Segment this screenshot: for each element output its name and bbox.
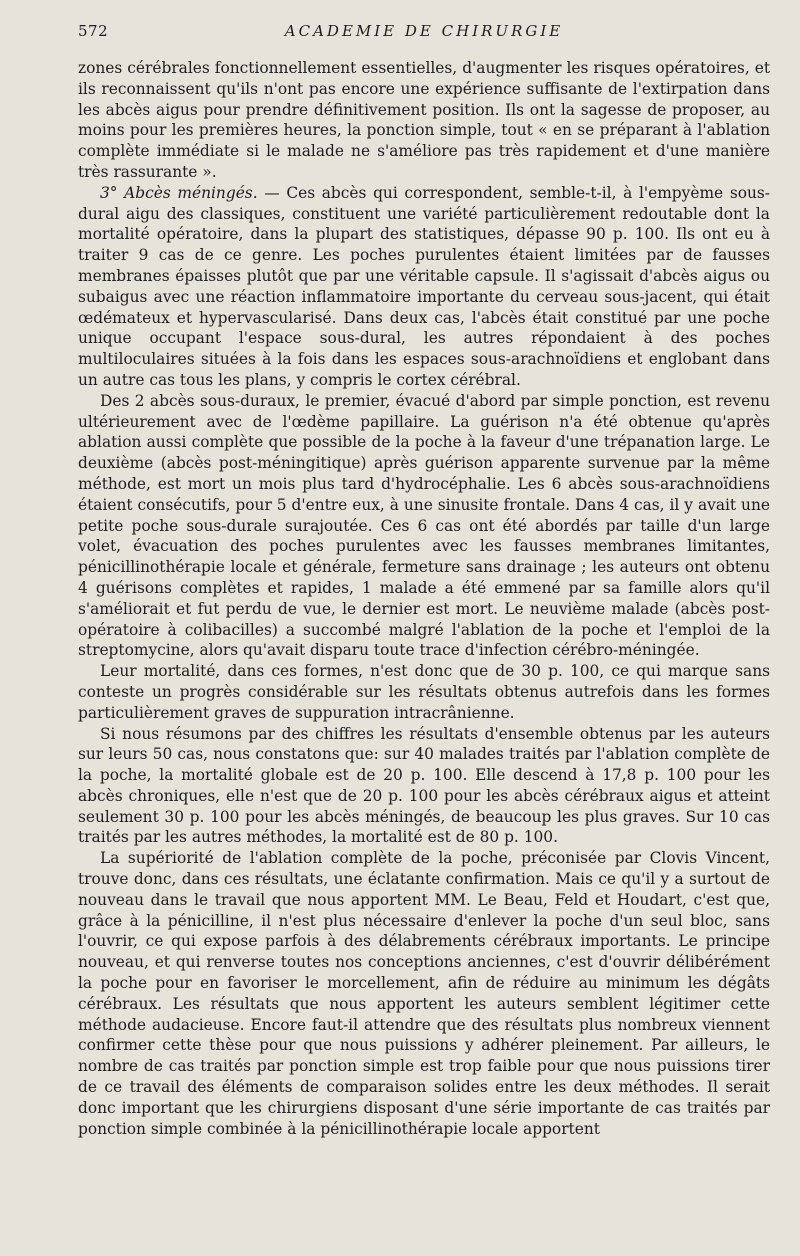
paragraph-2-text: — Ces abcès qui correspondent, semble-t-il, à l'empyème sous-dural aigu des classiques, constituent une variété particulièrement redoutable dont la mortalité opératoire, dans la plupart des statistiques, dépasse 90 p. 100. Ils ont eu à traiter 9 cas de ce genre. Les poches purulentes étaient limitées par de fausses membranes épaisses plutôt que par une véritable capsule. Il s'agissait d'abcès aigus ou subaigus avec une réaction inflammatoire importante du cerveau sous-jacent, qui était œdémateux et hypervascularisé. Dans deux cas, l'abcès était constitué par une poche unique occupant l'espace sous-dural, les autres répondaient à des poches multiloculaires situées à la fois dans les espaces sous-arachnoïdiens et englobant dans un autre cas tous les plans, y compris le cortex cérébral. [78,183,770,389]
paragraph-6: La supériorité de l'ablation complète de la poche, préconisée par Clovis Vincent, trouve donc, dans ces résultats, une éclatante confirmation. Mais ce qu'il y a surtout de nouveau dans le travail que nous apportent MM. Le Beau, Feld et Houdart, c'est que, grâce à la pénicilline, il n'est plus nécessaire d'enlever la poche d'un seul bloc, sans l'ouvrir, ce qui expose parfois à des délabrements cérébraux importants. Le principe nouveau, et qui renverse toutes nos conceptions anciennes, c'est d'ouvrir délibérément la poche pour en favoriser le morcellement, afin de réduire au minimum les dégâts cérébraux. Les résultats que nous apportent les auteurs semblent légitimer cette méthode audacieuse. Encore faut-il attendre que des résultats plus nombreux viennent confirmer cette thèse pour que nous puissions y adhérer pleinement. Par ailleurs, le nombre de cas traités par ponction simple est trop faible pour que nous puissions tirer de ce travail des éléments de comparaison solides entre les deux méthodes. Il serait donc important que les chirurgiens disposant d'une série importante de cas traités par ponction simple combinée à la pénicillinothérapie locale apportent [78,849,770,1138]
page-number: 572 [78,22,109,40]
section-heading-abces-meninges: 3° Abcès méningés. [100,183,258,202]
paragraph-5: Si nous résumons par des chiffres les résultats d'ensemble obtenus par les auteurs sur leurs 50 cas, nous constatons que: sur 40 malades traités par l'ablation complète de la poche, la mortalité globale est de 20 p. 100. Elle descend à 17,8 p. 100 pour les abcès chroniques, elle n'est que de 20 p. 100 pour les abcès cérébraux aigus et atteint seulement 30 p. 100 pour les abcès méningés, de beaucoup les plus graves. Sur 10 cas traités par les autres méthodes, la mortalité est de 80 p. 100. [78,724,770,847]
paragraph-1: zones cérébrales fonctionnellement essentielles, d'augmenter les risques opératoires, et ils reconnaissent qu'ils n'ont pas encore une expérience suffisante de l'extirpation dans les abcès aigus pour prendre définitivement position. Ils ont la sagesse de proposer, au moins pour les premières heures, la ponction simple, tout « en se préparant à l'ablation complète immédiate si le malade ne s'améliore pas très rapidement et d'une manière très rassurante ». [78,59,770,181]
paragraph-4: Leur mortalité, dans ces formes, n'est donc que de 30 p. 100, ce qui marque sans conteste un progrès considérable sur les résultats obtenus autrefois dans les formes particulièrement graves de suppuration intracrânienne. [78,662,770,722]
paragraph-2 [78,183,770,391]
running-title: ACADEMIE DE CHIRURGIE [284,22,564,40]
page-header [78,20,770,46]
paragraph-3: Des 2 abcès sous-duraux, le premier, évacué d'abord par simple ponction, est revenu ultérieurement avec de l'œdème papillaire. La guérison n'a été obtenue qu'après ablation aussi complète que possible de la poche à la faveur d'une trépanation large. Le deuxième (abcès post-méningitique) après guérison apparente survenue par la même méthode, est mort un mois plus tard d'hydrocéphalie. Les 6 abcès sous-arachnoïdiens étaient consécutifs, pour 5 d'entre eux, à une sinusite frontale. Dans 4 cas, il y avait une petite poche sous-durale surajoutée. Ces 6 cas ont été abordés par taille d'un large volet, évacuation des poches purulentes avec les fausses membranes limitantes, pénicillinothérapie locale et générale, fermeture sans drainage ; les auteurs ont obtenu 4 guérisons complètes et rapides, 1 malade a été emmené par sa famille alors qu'il s'améliorait et fut perdu de vue, le dernier est mort. Le neuvième malade (abcès post-opératoire à colibacilles) a succombé malgré l'ablation de la poche et l'emploi de la streptomycine, alors qu'avait disparu toute trace d'infection cérébro-méningée. [78,391,770,660]
body-text [78,58,770,1139]
